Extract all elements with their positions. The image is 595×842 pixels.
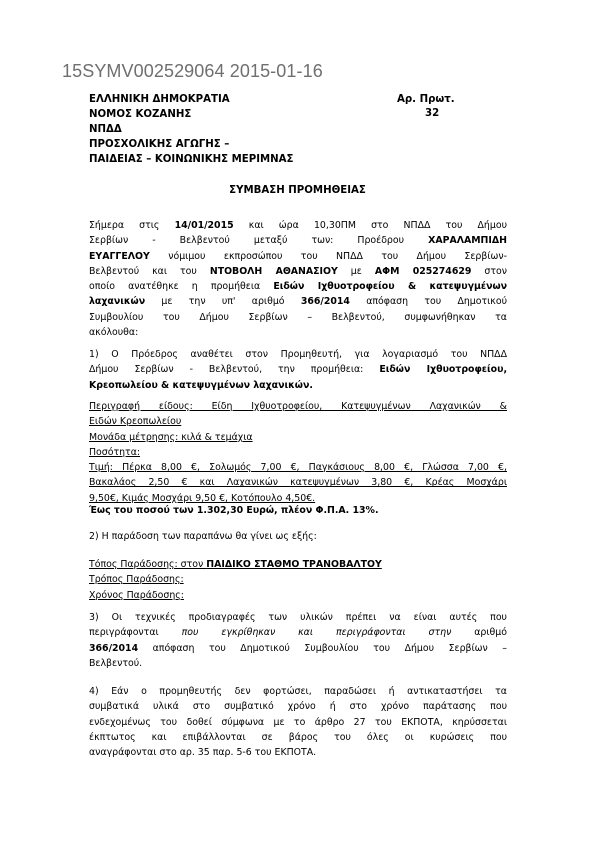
protocol-label: Αρ. Πρωτ. [397,94,455,105]
text: αριθμό [451,627,507,639]
text: Βελβεντού. [89,657,143,669]
delivery-place-label: Τόπος Παράδοσης: στον [89,559,207,570]
text: απόφαση του Δημοτικού Συμβουλίου του Δήμου Σερβίων – [138,642,507,654]
header-line: ΝΟΜΟΣ ΚΟΖΑΝΗΣ [89,109,192,120]
text: Συμβουλίου του Δήμου Σερβίων – Βελβεντού, συμφωνήθηκαν τα [89,311,507,323]
text: στον [471,265,507,277]
text: και ώρα 10,30ΠΜ στο ΝΠΔΔ του Δήμου [233,220,507,231]
text: 4) Εάν ο προμηθευτής δεν φορτώσει, παραδώσει ή αντικαταστήσει τα [89,686,507,697]
delivery-details [89,557,507,603]
supplier-name: ΝΤΟΒΟΛΗ ΑΘΑΝΑΣΙΟΥ [209,265,338,277]
price-list: Τιμή: Πέρκα 8,00 €, Σολωμός 7,00 €, Παγκάσιους 8,00 €, Γλώσσα 7,00 €, [89,462,507,474]
text: έκπτωτος και επιβάλλονται σε βάρος του όλες οι κυρώσεις που [89,731,507,743]
quantity-label: Ποσότητα: [89,446,141,458]
supply-subject: Ειδών Ιχθυοτροφείου & κατεψυγμένων [273,281,508,293]
header-line: ΕΛΛΗΝΙΚΗ ΔΗΜΟΚΡΑΤΙΑ [89,94,230,105]
text: Σήμερα στις [89,220,175,231]
supplier-tax-id: ΑΦΜ 025274629 [374,265,472,277]
text: 1) Ο Πρόεδρος αναθέτει στον Προμηθευτή, για λογαριασμό του ΝΠΔΔ [89,349,507,360]
text: απόφαση του Δημοτικού [349,296,507,308]
item-2-paragraph [89,529,507,544]
document-title: ΣΥΜΒΑΣΗ ΠΡΟΜΗΘΕΙΑΣ [229,185,366,196]
text-italic: που εγκρίθηκαν και περιγράφονται στην [181,627,452,639]
text: Σερβίων - Βελβεντού μεταξύ των: Προέδρου [89,235,429,247]
contract-date: 14/01/2015 [174,220,234,231]
unit-of-measure: Μονάδα μέτρησης: κιλά & τεμάχια [89,431,253,443]
total-amount [89,503,507,518]
price-list: Βακαλάος 2,50 € και Λαχανικών κατεψυγμένων 3,80 €, Κρέας Μοσχάρι [89,477,507,489]
decision-number: 366/2014 [89,642,139,654]
delivery-place: ΠΑΙΔΙΚΟ ΣΤΑΘΜΟ ΤΡΑΝΟΒΑΛΤΟΥ [206,559,382,570]
decision-number: 366/2014 [300,296,350,308]
text: συμβατικά υλικά στο συμβατικό χρόνο ή στο χρόνο παράτασης που [89,701,507,713]
header-line: ΠΑΙΔΕΙΑΣ – ΚΟΙΝΩΝΙΚΗΣ ΜΕΡΙΜΝΑΣ [89,154,294,165]
delivery-method-label: Τρόπος Παράδοσης: [89,574,184,586]
intro-paragraph [89,218,507,340]
text: Δήμου Σερβίων - Βελβεντού, την προμήθεια: [89,364,380,376]
price-list: 9,50€, Κιμάς Μοσχάρι 9,50 €, Κοτόπουλο 4,50€. [89,492,316,504]
item-description: Ειδών Κρεοπωλείου [89,416,182,428]
item-4-paragraph [89,684,507,760]
supply-subject: λαχανικών [89,296,146,308]
text: Βελβεντού και του [89,265,210,277]
header-line: ΠΡΟΣΧΟΛΙΚΗΣ ΑΓΩΓΗΣ – [89,139,230,150]
delivery-time-label: Χρόνος Παράδοσης: [89,589,184,601]
supply-subject: Κρεοπωλείου & κατεψυγμένων λαχανικών. [89,379,313,391]
supply-details [89,399,507,506]
text: αναγράφονται στο αρ. 35 παρ. 5-6 του ΕΚΠΟΤΑ. [89,747,317,759]
total-amount-text: Έως του ποσού των 1.302,30 Ευρώ, πλέον Φ.Π.Α. 13%. [89,505,379,516]
item-3-paragraph [89,610,507,671]
item-description: Περιγραφή είδους: Είδη Ιχθυοτροφείου, Κατεψυγμένων Λαχανικών & [89,401,507,412]
supply-subject: Ειδών Ιχθυοτροφείου, [379,364,508,376]
protocol-number: 32 [425,108,440,119]
text: περιγράφονται [89,627,182,639]
header-line: ΝΠΔΔ [89,124,122,135]
text: 3) Οι τεχνικές προδιαγραφές των υλικών πρέπει να είναι αυτές που [89,612,507,623]
text: 2) Η παράδοση των παραπάνω θα γίνει ως εξής: [89,531,317,542]
text: ακόλουθα: [89,327,139,339]
text: με την υπ' αριθμό [145,296,301,308]
issuer-header [89,92,294,167]
text: ενδεχομένως του δοθεί σύμφωνα με το άρθρο 27 του ΕΚΠΟΤΑ, κηρύσσεται [89,716,507,728]
text: νόμιμου εκπροσώπου του ΝΠΔΔ του Δήμου Σερβίων- [149,250,507,262]
president-firstname: ΕΥΑΓΓΕΛΟΥ [89,250,150,262]
president-surname: ΧΑΡΑΛΑΜΠΙΔΗ [428,235,507,247]
text: με [337,265,375,277]
document-watermark-id: 15SYMV002529064 2015-01-16 [62,61,323,81]
text: οποίο ανατέθηκε η προμήθεια [89,281,274,293]
item-1-paragraph [89,347,507,393]
